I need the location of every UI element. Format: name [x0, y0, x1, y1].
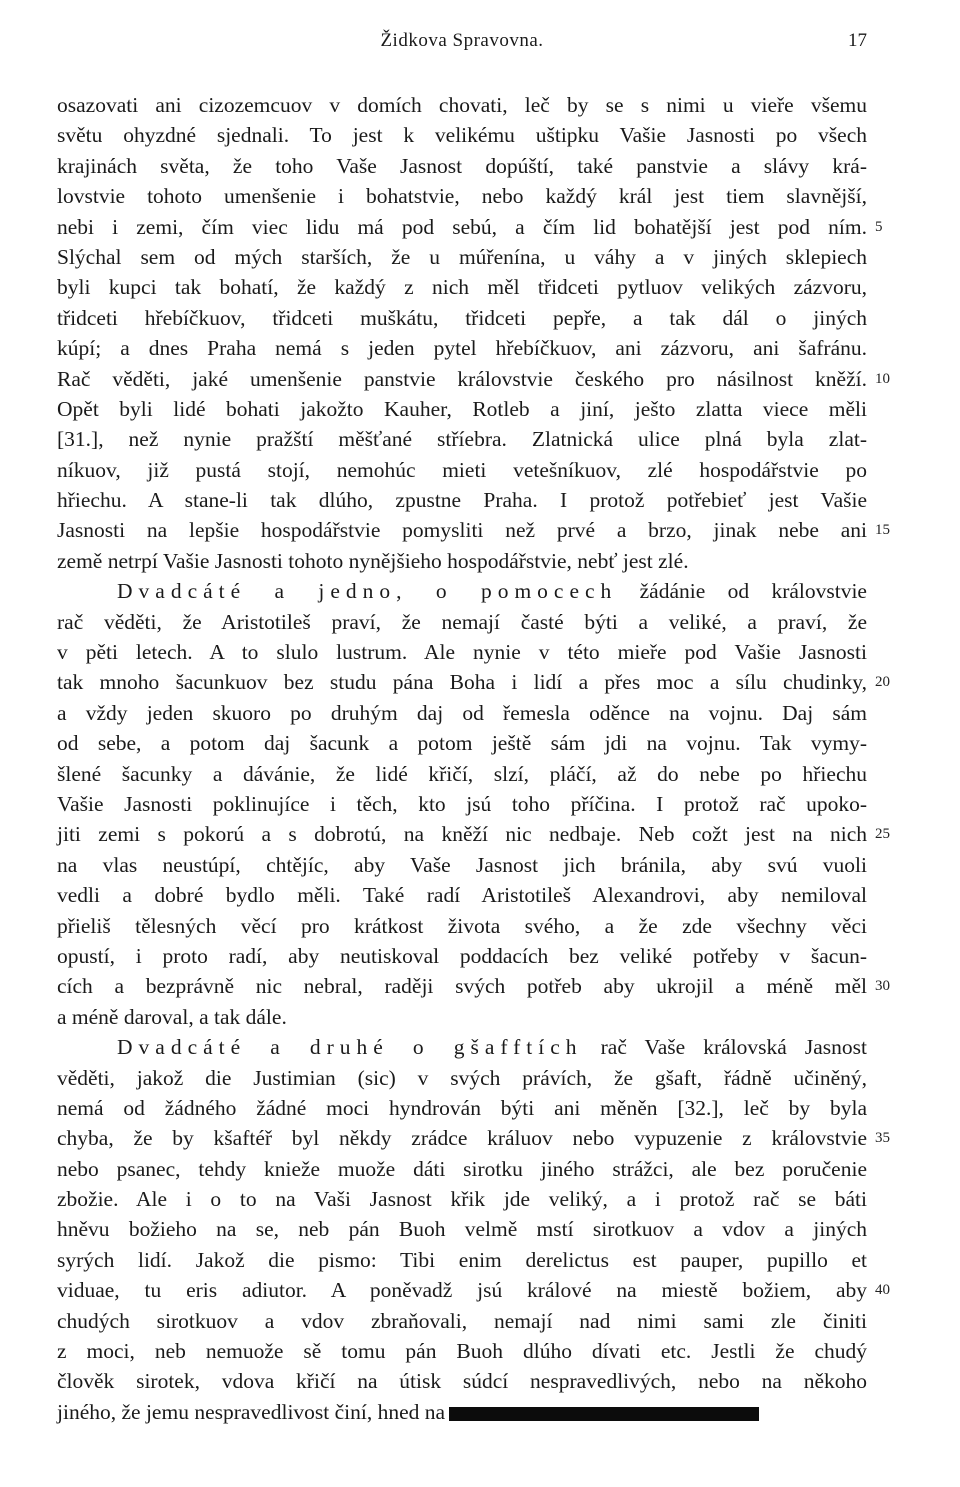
spaced-heading-text: Dvadcáté a jedno, o pomocech [117, 579, 618, 604]
text-line [57, 1002, 867, 1032]
text-line [57, 941, 867, 971]
line-text: člověk sirotek, vdova křičí na útisk súdcí nespravedlivých, nebo na někoho [57, 1369, 867, 1394]
text-line [57, 1214, 867, 1244]
line-text: zbožie. Ale i o to na Vaši Jasnost křik jde veliký, a i protož rač se báti [57, 1187, 867, 1212]
line-text: byli kupci tak bohatí, že každý z nich měl třidceti pytluov velikých zázvoru, [57, 275, 867, 300]
text-line [57, 971, 890, 1001]
text-line [57, 394, 867, 424]
running-head [57, 30, 867, 60]
line-text: z moci, neb nemuože sě tomu pán Buoh dlúho dívati etc. Jestli že chudý [57, 1339, 867, 1364]
text-line [57, 212, 883, 242]
line-text: vedli a dobré bydlo měli. Také radí Aristotileš Alexandrovi, aby nemiloval [57, 883, 867, 908]
text-line [57, 120, 867, 150]
line-text: Slýchal sem od mých starších, že u múřenína, u váhy a v jiných sklepiech [57, 244, 867, 269]
line-text: hřiechu. A stane-li tak dlúho, zpustne Praha. I protož potřebieť jest Vašie [57, 488, 867, 513]
line-text: světu ohyzdné sjednali. To jest k velikému uštipku Vašie Jasnosti po všech [57, 123, 867, 148]
text-line [57, 1123, 890, 1153]
line-text: šlené šacunky a dávánie, že lidé křičí, slzí, pláčí, až do nebe po hřiechu [57, 761, 867, 786]
line-text: rač Vaše královská Jasnost [582, 1035, 867, 1060]
text-line [57, 272, 867, 302]
line-text: Jasnosti na lepšie hospodářstvie pomysliti než prvé a brzo, jinak nebe ani [57, 518, 867, 543]
line-text: níkuov, již pustá stojí, nemohúc mieti vetešníkuov, zlé hospodářstvie po [57, 457, 867, 482]
line-text: viduae, tu eris adiutor. A poněvadž jsú králové na miestě božiem, aby [57, 1278, 867, 1303]
text-line [57, 850, 867, 880]
text-line [57, 759, 867, 789]
text-line [57, 1032, 867, 1062]
text-line [57, 181, 867, 211]
line-text: Rač věděti, jaké umenšenie panstvie královstvie českého pro násilnost kněží. [57, 366, 867, 391]
line-number: 40 [875, 1282, 890, 1299]
text-line [57, 515, 890, 545]
line-text: nemá od žádného žádné moci hyndrován býti ani měněn [32.], leč by byla [57, 1095, 867, 1120]
text-line [57, 242, 867, 272]
line-text: nebi i zemi, čím viec lidu má pod sebú, a čím lid bohatější jest pod ním. [57, 214, 867, 239]
text-line [57, 1063, 867, 1093]
text-line [57, 1336, 867, 1366]
line-text: [31.], než nynie pražští měšťané stříebra. Zlatnická ulice plná byla zlat- [57, 427, 867, 452]
text-line [57, 1366, 867, 1396]
line-text: třidceti hřebíčkuov, třidceti muškátu, třidceti pepře, a tak dál o jiných [57, 305, 867, 330]
line-text: chyba, že by kšaftéř byl někdy zrádce králuov nebo vypuzenie z královstvie [57, 1126, 867, 1151]
text-line [57, 333, 867, 363]
line-text: země netrpí Vašie Jasnosti tohoto nynějšieho hospodářstvie, nebť jest zlé. [57, 548, 689, 573]
text-line [57, 1184, 867, 1214]
text-line [57, 151, 867, 181]
line-text: na vlas neustúpí, chtějíc, aby Vaše Jasnost jich bránila, aby svú vuoli [57, 852, 867, 877]
text-line [57, 364, 890, 394]
line-text: rač věděti, že Aristotileš praví, že nemají časté býti a veliké, a praví, že [57, 609, 867, 634]
text-line [57, 789, 867, 819]
body-text [57, 90, 890, 1427]
line-text: v pěti letech. A to slulo lustrum. Ale nynie v této mieře pod Vašie Jasnosti [57, 640, 867, 665]
line-text: Vašie Jasnosti poklinujíce i těch, kto jsú toho příčina. I protož rač upoko- [57, 791, 867, 816]
line-number: 25 [875, 826, 890, 843]
text-line [57, 607, 867, 637]
text-line [57, 667, 890, 697]
text-line [57, 546, 867, 576]
text-line [57, 1093, 867, 1123]
line-number: 15 [875, 522, 890, 539]
line-text: syrých lidí. Jakož die pismo: Tibi enim derelictus est pauper, pupillo et [57, 1247, 867, 1272]
text-line [57, 455, 867, 485]
line-text: nebo psanec, tehdy knieže muože dáti sirotku jiného strážci, ale bez poručenie [57, 1156, 867, 1181]
text-line [57, 303, 867, 333]
line-text: kúpí; a dnes Praha nemá s jeden pytel hřebíčkuov, ani zázvoru, ani šafránu. [57, 336, 867, 361]
line-text: lovstvie tohoto umenšenie i bohatstvie, nebo každý král jest tiem slavnější, [57, 184, 867, 209]
line-text: cích a bezprávně nic nebral, raději svých potřeb aby ukrojil a méně měl [57, 974, 867, 999]
line-number: 10 [875, 370, 890, 387]
text-line [57, 911, 867, 941]
text-line [57, 424, 867, 454]
line-text: Opět byli lidé bohati jakožto Kauher, Rotleb a jiní, ješto zlatta viece měli [57, 396, 867, 421]
text-line [57, 1306, 867, 1336]
text-line [57, 880, 867, 910]
line-text: a vždy jeden skuoro po druhým daj od řemesla oděnce na vojnu. Daj sám [57, 700, 867, 725]
line-text: tak mnoho šacunkuov bez studu pána Boha i lidí a přes moc a sílu chudinky, [57, 670, 867, 695]
text-line [57, 1154, 867, 1184]
spaced-heading-text: Dvadcáté a druhé o gšafftích [117, 1035, 583, 1060]
line-text: krajinách světa, že toho Vaše Jasnost dopúští, také panstvie a slávy krá- [57, 153, 867, 178]
redaction-bar [449, 1407, 759, 1421]
text-line [57, 576, 867, 606]
line-number: 35 [875, 1130, 890, 1147]
line-text: a méně daroval, a tak dále. [57, 1004, 287, 1029]
running-title: Židkova Spravovna. [380, 30, 544, 51]
text-line [57, 1245, 867, 1275]
line-text: od sebe, a potom daj šacunk a potom ještě sám jdi na vojnu. Tak vymy- [57, 731, 867, 756]
line-text: hněvu božieho na se, neb pán Buoh velmě mstí sirotkuov a vdov a jiných [57, 1217, 867, 1242]
line-text: přieliš tělesných věcí pro krátkost života svého, a že zde všechny věci [57, 913, 867, 938]
text-line [57, 819, 890, 849]
text-line [57, 698, 867, 728]
text-line [57, 728, 867, 758]
line-text: chudých sirotkuov a vdov zbraňovali, nemají nad nimi sami zle činiti [57, 1308, 867, 1333]
line-text: jiti zemi s pokorú a s dobrotú, na kněží nic nedbaje. Neb cožt jest na nich [57, 822, 867, 847]
line-text: žádánie od královstvie [617, 579, 867, 604]
line-number: 30 [875, 978, 890, 995]
text-line [57, 1397, 867, 1427]
text-line [57, 485, 867, 515]
line-text: osazovati ani cizozemcuov v domích chovati, leč by se s nimi u vieře všemu [57, 93, 867, 117]
line-number: 5 [875, 218, 883, 235]
text-line [57, 637, 867, 667]
line-number: 20 [875, 674, 890, 691]
line-text: jiného, že jemu nespravedlivost činí, hned na [57, 1399, 446, 1424]
line-text: opustí, i proto radí, aby neutiskoval poddacích bez veliké potřeby v šacun- [57, 943, 867, 968]
line-text: věděti, jakož die Justimian (sic) v svých právích, že gšaft, řádně učiněný, [57, 1065, 867, 1090]
page-number: 17 [848, 30, 867, 51]
text-line [57, 1275, 890, 1305]
text-line [57, 90, 867, 120]
